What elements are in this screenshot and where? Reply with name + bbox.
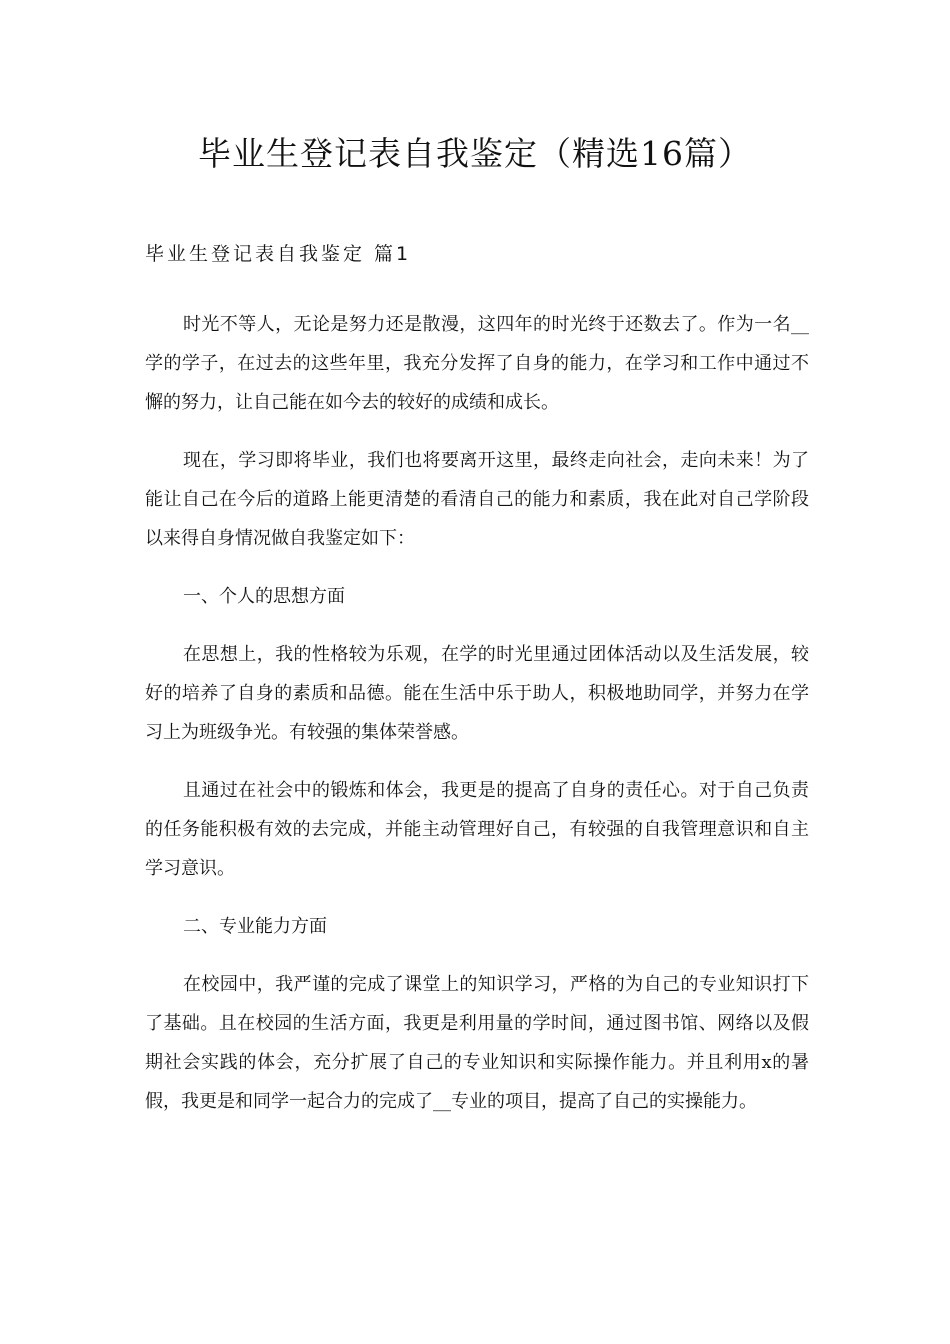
paragraph-intro: 时光不等人，无论是努力还是散漫，这四年的时光终于还数去了。作为一名__学的学子，在过去的这些年里，我充分发挥了自身的能力，在学习和工作中通过不懈的努力，让自己能在如今去的较好的成绩和成长。	[145, 314, 809, 413]
paragraph-thought: 在思想上，我的性格较为乐观，在学的时光里通过团体活动以及生活发展，较好的培养了自身的素质和品德。能在生活中乐于助人，积极地助同学，并努力在学习上为班级争光。有较强的集体荣誉感。	[145, 644, 809, 743]
paragraph-professional: 在校园中，我严谨的完成了课堂上的知识学习，严格的为自己的专业知识打下了基础。且在校园的生活方面，我更是利用量的学时间，通过图书馆、网络以及假期社会实践的体会，充分扩展了自己的专业知识和实际操作能力。并且利用x的暑假，我更是和同学一起合力的完成了__专业的项目，提高了自己的实操能力。	[145, 974, 809, 1112]
subheading-professional: 二、专业能力方面	[183, 916, 327, 937]
document-title: 毕业生登记表自我鉴定（精选16篇）	[198, 134, 752, 173]
document-body	[145, 305, 809, 1140]
paragraph-responsibility: 且通过在社会中的锻炼和体会，我更是的提高了自身的责任心。对于自己负责的任务能积极有效的去完成，并能主动管理好自己，有较强的自我管理意识和自主学习意识。	[145, 780, 809, 879]
subheading-thought: 一、个人的思想方面	[183, 586, 345, 607]
section-heading: 毕业生登记表自我鉴定 篇1	[145, 243, 412, 265]
paragraph-now: 现在，学习即将毕业，我们也将要离开这里，最终走向社会，走向未来！为了能让自己在今后的道路上能更清楚的看清自己的能力和素质，我在此对自己学阶段以来得自身情况做自我鉴定如下：	[145, 450, 809, 549]
